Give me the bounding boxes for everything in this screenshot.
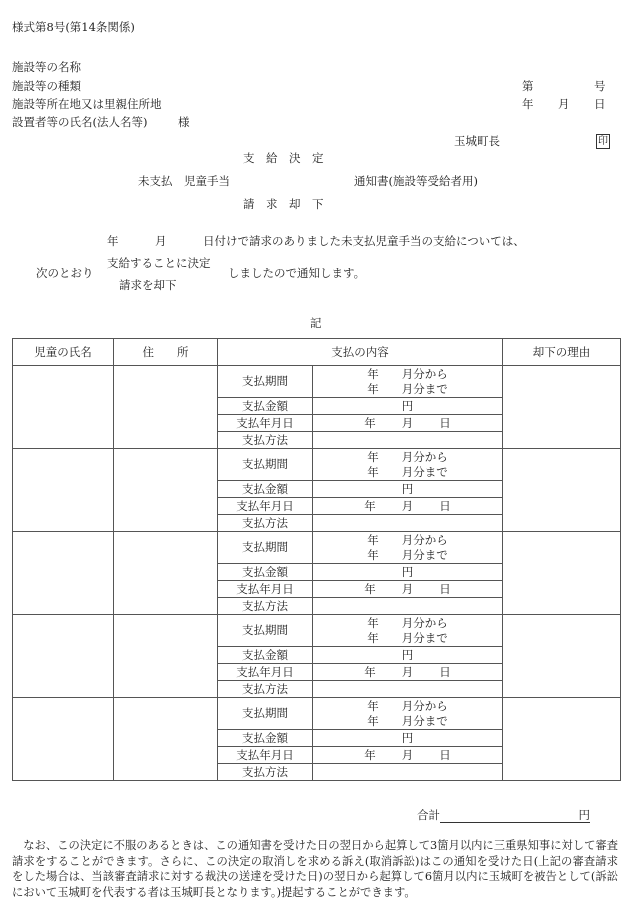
amount-label: 支払金額 [218,564,313,581]
child-name-cell[interactable] [13,449,114,532]
body-line1: 日付けで請求のありました未支払児童手当の支給については、 [203,234,525,248]
payment-date-value[interactable]: 年 月 日 [313,747,503,764]
body-tail: しましたので通知します。 [228,266,366,280]
total-amount-field[interactable] [440,810,590,823]
facility-type-label: 施設等の種類 [12,79,81,93]
header-child-name: 児童の氏名 [13,339,114,366]
period-to: 年 月分まで [367,381,448,396]
operator-name-label: 設置者等の氏名(法人名等) [12,115,148,129]
body-option-reject: 請求を却下 [119,278,177,292]
amount-value[interactable]: 円 [313,398,503,415]
facility-address-label: 施設等所在地又は里親住所地 [12,97,162,111]
payment-method-label: 支払方法 [218,681,313,698]
total-unit: 円 [578,808,590,822]
payment-date-label: 支払年月日 [218,498,313,515]
period-value[interactable] [313,532,503,564]
child-name-cell[interactable] [13,366,114,449]
honorific: 様 [178,115,190,129]
period-value[interactable] [313,698,503,730]
table-row [13,615,621,647]
child-name-cell[interactable] [13,615,114,698]
amount-label: 支払金額 [218,481,313,498]
reject-reason-cell[interactable] [503,449,621,532]
payment-date-value[interactable]: 年 月 日 [313,664,503,681]
seal-icon: 印 [598,136,608,147]
reject-reason-cell[interactable] [503,698,621,781]
doc-date-month: 月 [558,97,570,111]
address-cell[interactable] [114,698,218,781]
period-to: 年 月分まで [367,630,448,645]
payment-method-value[interactable] [313,432,503,449]
payment-method-value[interactable] [313,764,503,781]
period-from: 年 月分から [367,533,448,548]
doc-number-suffix: 号 [594,79,606,93]
reject-reason-cell[interactable] [503,615,621,698]
amount-value[interactable]: 円 [313,647,503,664]
period-from: 年 月分から [367,450,448,465]
reject-reason-cell[interactable] [503,366,621,449]
payment-method-label: 支払方法 [218,764,313,781]
payment-date-label: 支払年月日 [218,415,313,432]
amount-value[interactable]: 円 [313,564,503,581]
period-value[interactable] [313,615,503,647]
body-option-grant: 支給することに決定 [107,256,211,270]
payment-method-label: 支払方法 [218,515,313,532]
payment-date-label: 支払年月日 [218,747,313,764]
table-row [13,698,621,730]
header-address: 住 所 [114,339,218,366]
amount-value[interactable]: 円 [313,481,503,498]
payment-date-value[interactable]: 年 月 日 [313,498,503,515]
period-to: 年 月分まで [367,547,448,562]
appeal-notice: なお、この決定に不服のあるときは、この通知書を受けた日の翌日から起算して3箇月以内に三重県知事に対して審査請求をすることができます。さらに、この決定の取消しを求める訴え(取消訴訟)はこの通知を受けた日(上記の審査請求をした場合は、当該審査請求に対する裁決の送達を受けた日)の翌日から起算して6箇月以内に玉城町を被告として(訴訟において玉城町を代表する者は玉城町長となります。)提起することができます。 [12,839,618,899]
title-option-reject: 請 求 却 下 [243,197,324,211]
doc-date-day: 日 [594,97,606,111]
payment-method-value[interactable] [313,681,503,698]
reject-reason-cell[interactable] [503,532,621,615]
header-reject-reason: 却下の理由 [503,339,621,366]
total-line [417,810,590,823]
amount-label: 支払金額 [218,647,313,664]
period-from: 年 月分から [367,616,448,631]
period-to: 年 月分まで [367,464,448,479]
table-header-row [13,339,621,366]
child-name-cell[interactable] [13,698,114,781]
payment-date-label: 支払年月日 [218,581,313,598]
table-row [13,532,621,564]
table-row [13,449,621,481]
address-cell[interactable] [114,366,218,449]
child-name-cell[interactable] [13,532,114,615]
payment-method-value[interactable] [313,515,503,532]
period-to: 年 月分まで [367,713,448,728]
address-cell[interactable] [114,449,218,532]
payment-method-value[interactable] [313,598,503,615]
period-label: 支払期間 [218,615,313,647]
doc-number-prefix: 第 [522,79,534,93]
form-number: 様式第8号(第14条関係) [12,20,135,34]
payment-date-value[interactable]: 年 月 日 [313,415,503,432]
amount-label: 支払金額 [218,730,313,747]
period-value[interactable] [313,449,503,481]
payment-method-label: 支払方法 [218,432,313,449]
period-label: 支払期間 [218,449,313,481]
total-label: 合計 [417,808,440,822]
address-cell[interactable] [114,615,218,698]
payment-date-label: 支払年月日 [218,664,313,681]
table-row [13,366,621,398]
period-label: 支払期間 [218,698,313,730]
period-from: 年 月分から [367,699,448,714]
payment-date-value[interactable]: 年 月 日 [313,581,503,598]
title-suffix: 通知書(施設等受給者用) [354,174,478,188]
amount-label: 支払金額 [218,398,313,415]
amount-value[interactable]: 円 [313,730,503,747]
facility-name-label: 施設等の名称 [12,60,81,74]
payment-method-label: 支払方法 [218,598,313,615]
ki-heading: 記 [310,316,322,330]
body-lead: 次のとおり [36,266,94,280]
title-prefix: 未支払 児童手当 [138,174,230,188]
period-label: 支払期間 [218,532,313,564]
payment-table [12,338,621,781]
address-cell[interactable] [114,532,218,615]
period-value[interactable] [313,366,503,398]
body-date-month: 月 [155,234,167,248]
header-payment-details: 支払の内容 [218,339,503,366]
body-date-year: 年 [107,234,119,248]
doc-date-year: 年 [522,97,534,111]
period-label: 支払期間 [218,366,313,398]
title-option-grant: 支 給 決 定 [243,151,324,165]
period-from: 年 月分から [367,367,448,382]
issuer-title: 玉城町長 [454,134,500,148]
